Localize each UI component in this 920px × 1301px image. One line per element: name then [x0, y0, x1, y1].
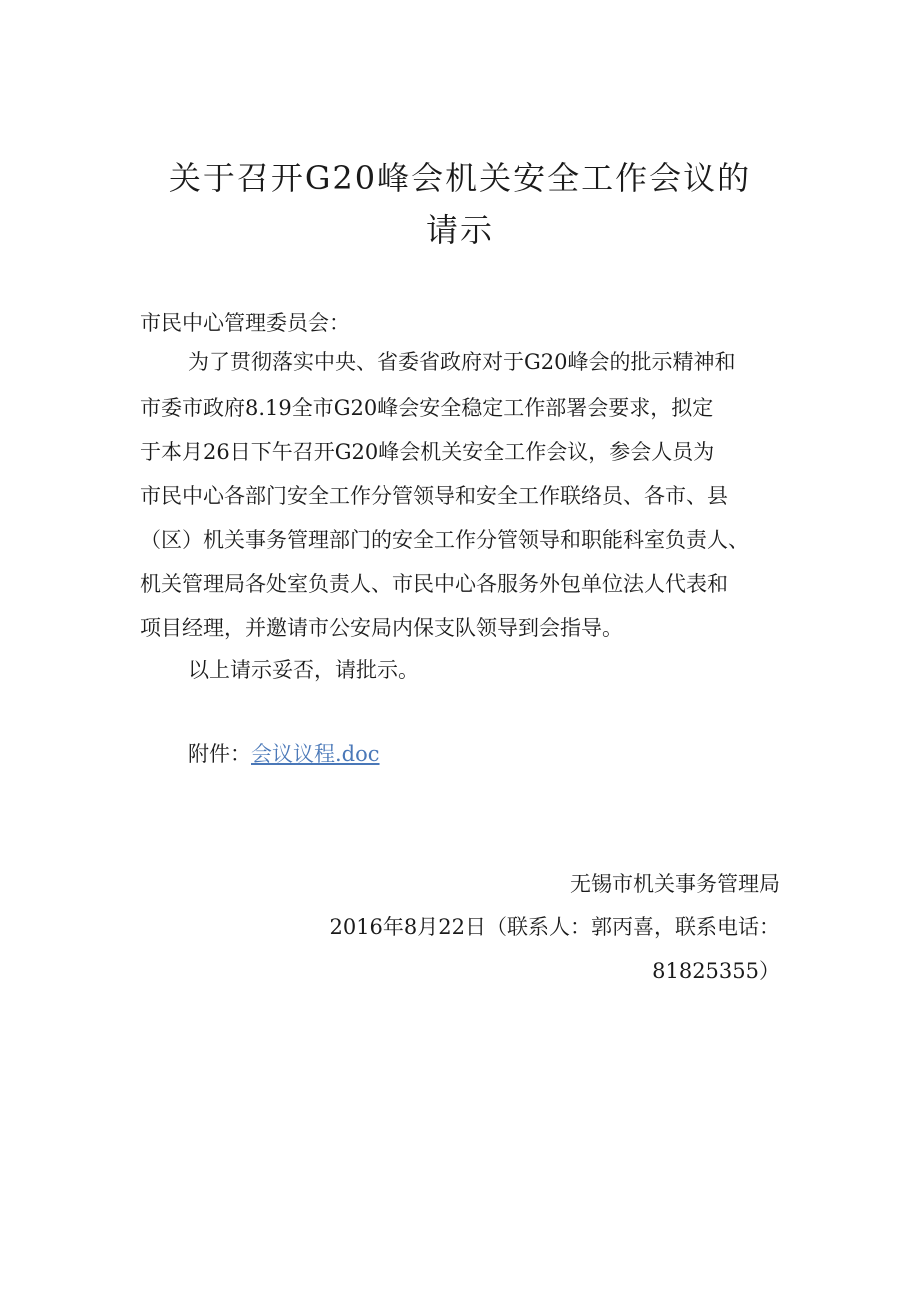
body-line: （区）机关事务管理部门的安全工作分管领导和职能科室负责人、 — [140, 528, 749, 552]
body-line: 项目经理，并邀请市公安局内保支队领导到会指导。 — [140, 616, 623, 640]
closing-request: 以上请示妥否，请批示。 — [188, 658, 419, 682]
document-title-line-2: 请示 — [425, 211, 494, 249]
body-line: 市民中心各部门安全工作分管领导和安全工作联络员、各市、县 — [140, 484, 728, 508]
salutation: 市民中心管理委员会： — [140, 311, 350, 335]
attachment-row — [188, 740, 833, 768]
body-line: 市委市政府8.19全市G20峰会安全稳定工作部署会要求，拟定 — [140, 396, 714, 420]
signature-date-contact: 2016年8月22日（联系人：郭丙喜，联系电话： — [329, 915, 780, 939]
attachment-label: 附件： — [188, 742, 251, 766]
signature-organization: 无锡市机关事务管理局 — [570, 872, 780, 896]
body-line: 机关管理局各处室负责人、市民中心各服务外包单位法人代表和 — [140, 572, 728, 596]
document-title-line-1: 关于召开G20峰会机关安全工作会议的 — [168, 159, 752, 197]
body-line: 于本月26日下午召开G20峰会机关安全工作会议，参会人员为 — [140, 440, 715, 464]
signature-phone: 81825355） — [652, 959, 780, 983]
attachment-link[interactable]: 会议议程.doc — [251, 742, 380, 766]
body-line: 为了贯彻落实中央、省委省政府对于G20峰会的批示精神和 — [188, 350, 736, 374]
